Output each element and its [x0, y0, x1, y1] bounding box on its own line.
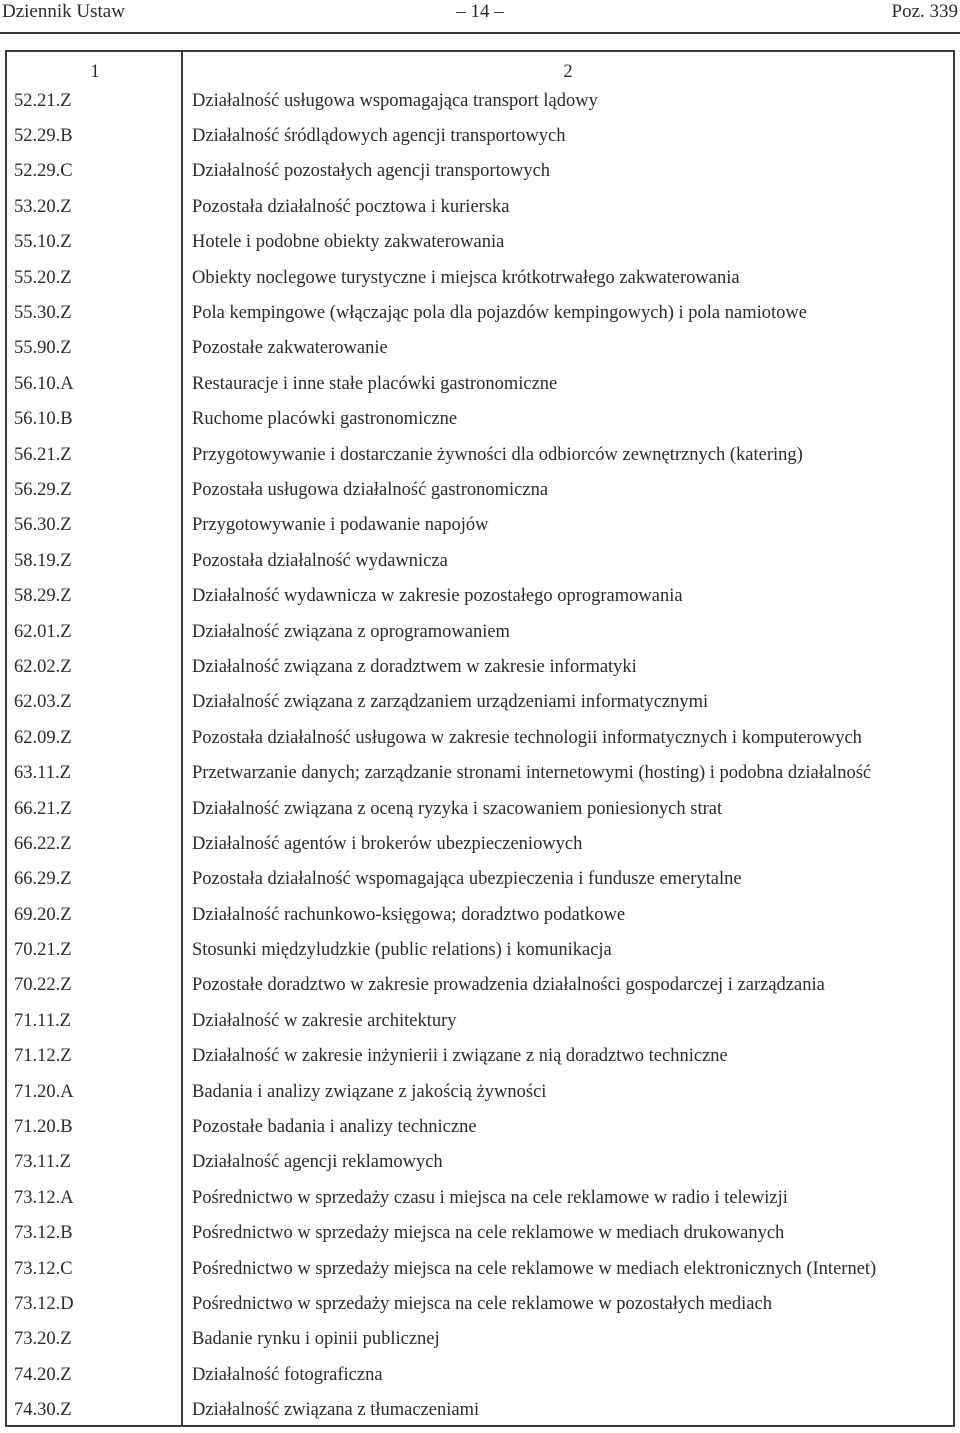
position-number: Poz. 339 [891, 1, 958, 22]
activity-description: Ruchome placówki gastronomiczne [192, 409, 458, 430]
activity-code: 74.20.Z [14, 1364, 72, 1385]
activity-description: Pośrednictwo w sprzedaży miejsca na cele reklamowe w mediach elektronicznych (Internet) [192, 1258, 877, 1279]
activity-code: 71.20.A [14, 1081, 74, 1102]
column-header-2: 2 [563, 62, 573, 82]
activity-description: Działalność agencji reklamowych [192, 1152, 443, 1173]
table-row [7, 402, 953, 437]
activity-description: Działalność w zakresie inżynierii i związane z nią doradztwo techniczne [192, 1046, 728, 1067]
activity-description: Działalność związana z tłumaczeniami [192, 1400, 480, 1421]
activity-code: 73.20.Z [14, 1329, 72, 1350]
journal-title: Dziennik Ustaw [2, 1, 125, 22]
activity-code: 70.22.Z [14, 975, 72, 996]
activity-description: Restauracje i inne stałe placówki gastronomiczne [192, 373, 558, 394]
activity-code: 52.29.B [14, 126, 73, 147]
table-row [7, 1180, 953, 1215]
table-row [7, 720, 953, 755]
activity-code: 69.20.Z [14, 904, 72, 925]
table-row [7, 331, 953, 366]
activity-code: 63.11.Z [14, 763, 71, 784]
table-row [7, 508, 953, 543]
table-row [7, 826, 953, 861]
table-row [7, 1145, 953, 1180]
page-number: – 14 – [456, 1, 504, 22]
table-row [7, 1357, 953, 1392]
table-header-row [7, 52, 953, 83]
activity-code: 56.30.Z [14, 515, 72, 536]
table-row [7, 83, 953, 118]
table-row [7, 1392, 953, 1427]
activity-code: 73.12.D [14, 1293, 74, 1314]
activity-code: 52.29.C [14, 161, 73, 182]
activity-code: 66.21.Z [14, 798, 72, 819]
activity-code: 55.10.Z [14, 232, 72, 253]
table-row [7, 862, 953, 897]
table-row [7, 472, 953, 507]
activity-code: 71.12.Z [14, 1046, 72, 1067]
activity-description: Pozostała działalność wydawnicza [192, 550, 448, 571]
table-row [7, 295, 953, 330]
activity-code: 62.02.Z [14, 656, 72, 677]
table-row [7, 154, 953, 189]
activity-code: 66.29.Z [14, 869, 72, 890]
activity-description: Pozostała działalność usługowa w zakresie technologii informatycznych i komputerowych [192, 727, 862, 748]
table-row [7, 260, 953, 295]
activity-description: Przygotowywanie i podawanie napojów [192, 515, 489, 536]
activity-description: Badanie rynku i opinii publicznej [192, 1329, 440, 1350]
table-row [7, 649, 953, 684]
activity-code: 71.11.Z [14, 1010, 71, 1031]
activity-code: 56.10.B [14, 409, 73, 430]
activity-description: Działalność śródlądowych agencji transportowych [192, 126, 566, 147]
activity-code: 58.19.Z [14, 550, 72, 571]
activity-code: 66.22.Z [14, 833, 72, 854]
column-header-1: 1 [90, 62, 100, 82]
table-row [7, 189, 953, 224]
activity-description: Stosunki międzyludzkie (public relations) i komunikacja [192, 940, 612, 961]
activity-code: 56.29.Z [14, 479, 72, 500]
table-row [7, 1109, 953, 1144]
activity-code: 62.03.Z [14, 692, 72, 713]
activity-description: Pozostałe doradztwo w zakresie prowadzenia działalności gospodarczej i zarządzania [192, 975, 825, 996]
activity-code: 73.12.C [14, 1258, 73, 1279]
activity-description: Działalność usługowa wspomagająca transport lądowy [192, 90, 598, 111]
table-row [7, 1216, 953, 1251]
table-row [7, 897, 953, 932]
activity-description: Pozostała działalność wspomagająca ubezpieczenia i fundusze emerytalne [192, 869, 742, 890]
activity-code: 73.12.B [14, 1223, 73, 1244]
activity-description: Pośrednictwo w sprzedaży czasu i miejsca na cele reklamowe w radio i telewizji [192, 1187, 788, 1208]
table-row [7, 1039, 953, 1074]
table-row [7, 685, 953, 720]
activity-code: 56.21.Z [14, 444, 72, 465]
activity-description: Hotele i podobne obiekty zakwaterowania [192, 232, 505, 253]
table-row [7, 1286, 953, 1321]
table-row [7, 1003, 953, 1038]
activity-description: Działalność związana z doradztwem w zakresie informatyki [192, 656, 637, 677]
table-row [7, 437, 953, 472]
activity-description: Działalność związana z oceną ryzyka i szacowaniem poniesionych strat [192, 798, 723, 819]
table-row [7, 1251, 953, 1286]
activity-description: Działalność agentów i brokerów ubezpieczeniowych [192, 833, 583, 854]
table-row [7, 578, 953, 613]
table-row [7, 614, 953, 649]
activity-description: Pozostałe zakwaterowanie [192, 338, 388, 359]
activity-code: 73.11.Z [14, 1152, 71, 1173]
activity-description: Pośrednictwo w sprzedaży miejsca na cele reklamowe w pozostałych mediach [192, 1293, 772, 1314]
activity-codes-table [7, 52, 953, 1428]
activity-code: 55.20.Z [14, 267, 72, 288]
table-row [7, 932, 953, 967]
table-row [7, 755, 953, 790]
activity-code: 52.21.Z [14, 90, 72, 111]
table-row [7, 1322, 953, 1357]
activity-description: Pozostała usługowa działalność gastronomiczna [192, 479, 549, 500]
table-row [7, 543, 953, 578]
activity-description: Obiekty noclegowe turystyczne i miejsca krótkotrwałego zakwaterowania [192, 267, 740, 288]
activity-code: 62.01.Z [14, 621, 72, 642]
activity-description: Działalność związana z oprogramowaniem [192, 621, 510, 642]
activity-description: Przetwarzanie danych; zarządzanie stronami internetowymi (hosting) i podobna działalność [192, 763, 872, 784]
activity-code: 70.21.Z [14, 940, 72, 961]
activity-description: Działalność rachunkowo-księgowa; doradztwo podatkowe [192, 904, 626, 925]
activity-description: Pozostała działalność pocztowa i kurierska [192, 196, 510, 217]
activity-description: Działalność w zakresie architektury [192, 1010, 457, 1031]
table-row [7, 118, 953, 153]
activity-code: 62.09.Z [14, 727, 72, 748]
activity-code: 53.20.Z [14, 196, 72, 217]
table-body [7, 83, 953, 1428]
activity-description: Działalność związana z zarządzaniem urządzeniami informatycznymi [192, 692, 709, 713]
table-row [7, 1074, 953, 1109]
activity-description: Działalność pozostałych agencji transportowych [192, 161, 551, 182]
table-row [7, 225, 953, 260]
activity-code: 55.30.Z [14, 303, 72, 324]
activity-code: 58.29.Z [14, 586, 72, 607]
table-row [7, 968, 953, 1003]
activity-code: 74.30.Z [14, 1400, 72, 1421]
activity-description: Pola kempingowe (włączając pola dla pojazdów kempingowych) i pola namiotowe [192, 303, 807, 324]
activity-code: 73.12.A [14, 1187, 74, 1208]
table-row [7, 366, 953, 401]
activity-description: Działalność wydawnicza w zakresie pozostałego oprogramowania [192, 586, 683, 607]
activity-code: 71.20.B [14, 1117, 73, 1138]
table-row [7, 791, 953, 826]
activity-description: Pozostałe badania i analizy techniczne [192, 1117, 477, 1138]
activity-description: Działalność fotograficzna [192, 1364, 383, 1385]
activity-description: Badania i analizy związane z jakością żywności [192, 1081, 547, 1102]
activity-description: Przygotowywanie i dostarczanie żywności dla odbiorców zewnętrznych (katering) [192, 444, 803, 465]
activity-code: 56.10.A [14, 373, 74, 394]
activity-description: Pośrednictwo w sprzedaży miejsca na cele reklamowe w mediach drukowanych [192, 1223, 785, 1244]
page-header [0, 0, 960, 28]
activity-code: 55.90.Z [14, 338, 72, 359]
header-rule [0, 32, 960, 34]
